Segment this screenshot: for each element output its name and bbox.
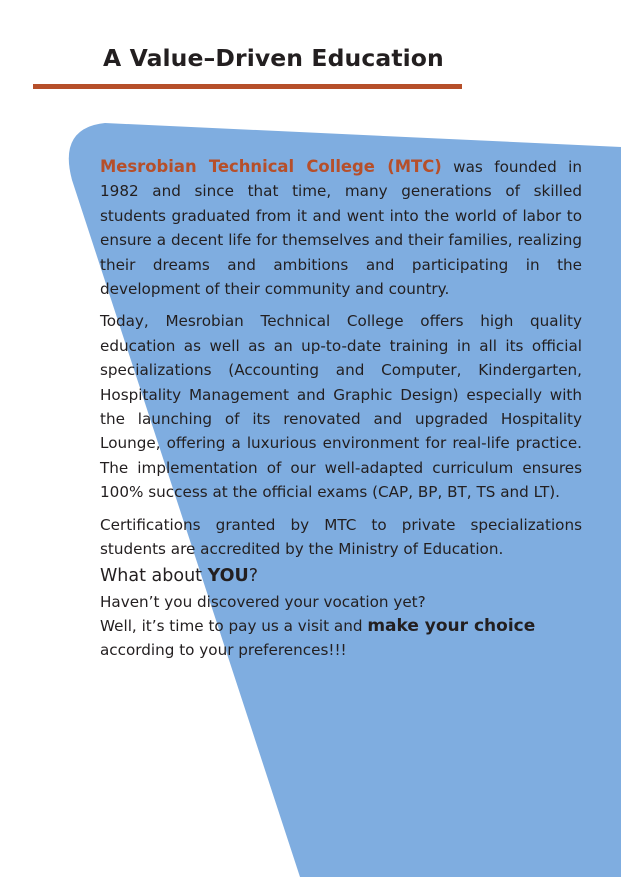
question-prefix: What about: [100, 565, 208, 586]
closing-line-2: [100, 614, 582, 638]
offerings-paragraph: Today, Mesrobian Technical College offers high quality education as well as an up-to-date training in all its official specializations (Accounting and Computer, Kindergarten, Hospitality Management and Graphic Design) especially with the launching of its renovated and upgraded Hospitality Lounge, offering a luxurious environment for real-life practice. The implementation of our well-adapted curriculum ensures 100% success at the official exams (CAP, BP, BT, TS and LT).: [100, 312, 582, 502]
question-suffix: ?: [248, 565, 259, 586]
certifications-paragraph: Certifications granted by MTC to private specializations students are accredited by the Ministry of Education.: [100, 515, 582, 559]
question-heading: [100, 562, 582, 590]
closing-line-2-prefix: Well, it’s time to pay us a visit and: [100, 616, 368, 635]
college-name: Mesrobian Technical College (MTC): [100, 157, 442, 176]
intro-paragraph: [100, 155, 582, 301]
body-text: [100, 155, 582, 662]
page-title: A Value–Driven Education: [103, 44, 444, 72]
title-underline: [33, 84, 462, 89]
closing-line-1: Haven’t you discovered your vocation yet?: [100, 592, 426, 611]
intro-text: was founded in 1982 and since that time, many generations of skilled students graduated from it and went into the world of labor to ensure a decent life for themselves and their families, realizing their dreams and ambitions and participating in the development of their community and country.: [100, 158, 583, 299]
closing-line-2-emphasis: make your choice: [367, 615, 536, 636]
closing-line-3: according to your preferences!!!: [100, 640, 347, 659]
question-emphasis: YOU: [207, 565, 249, 586]
